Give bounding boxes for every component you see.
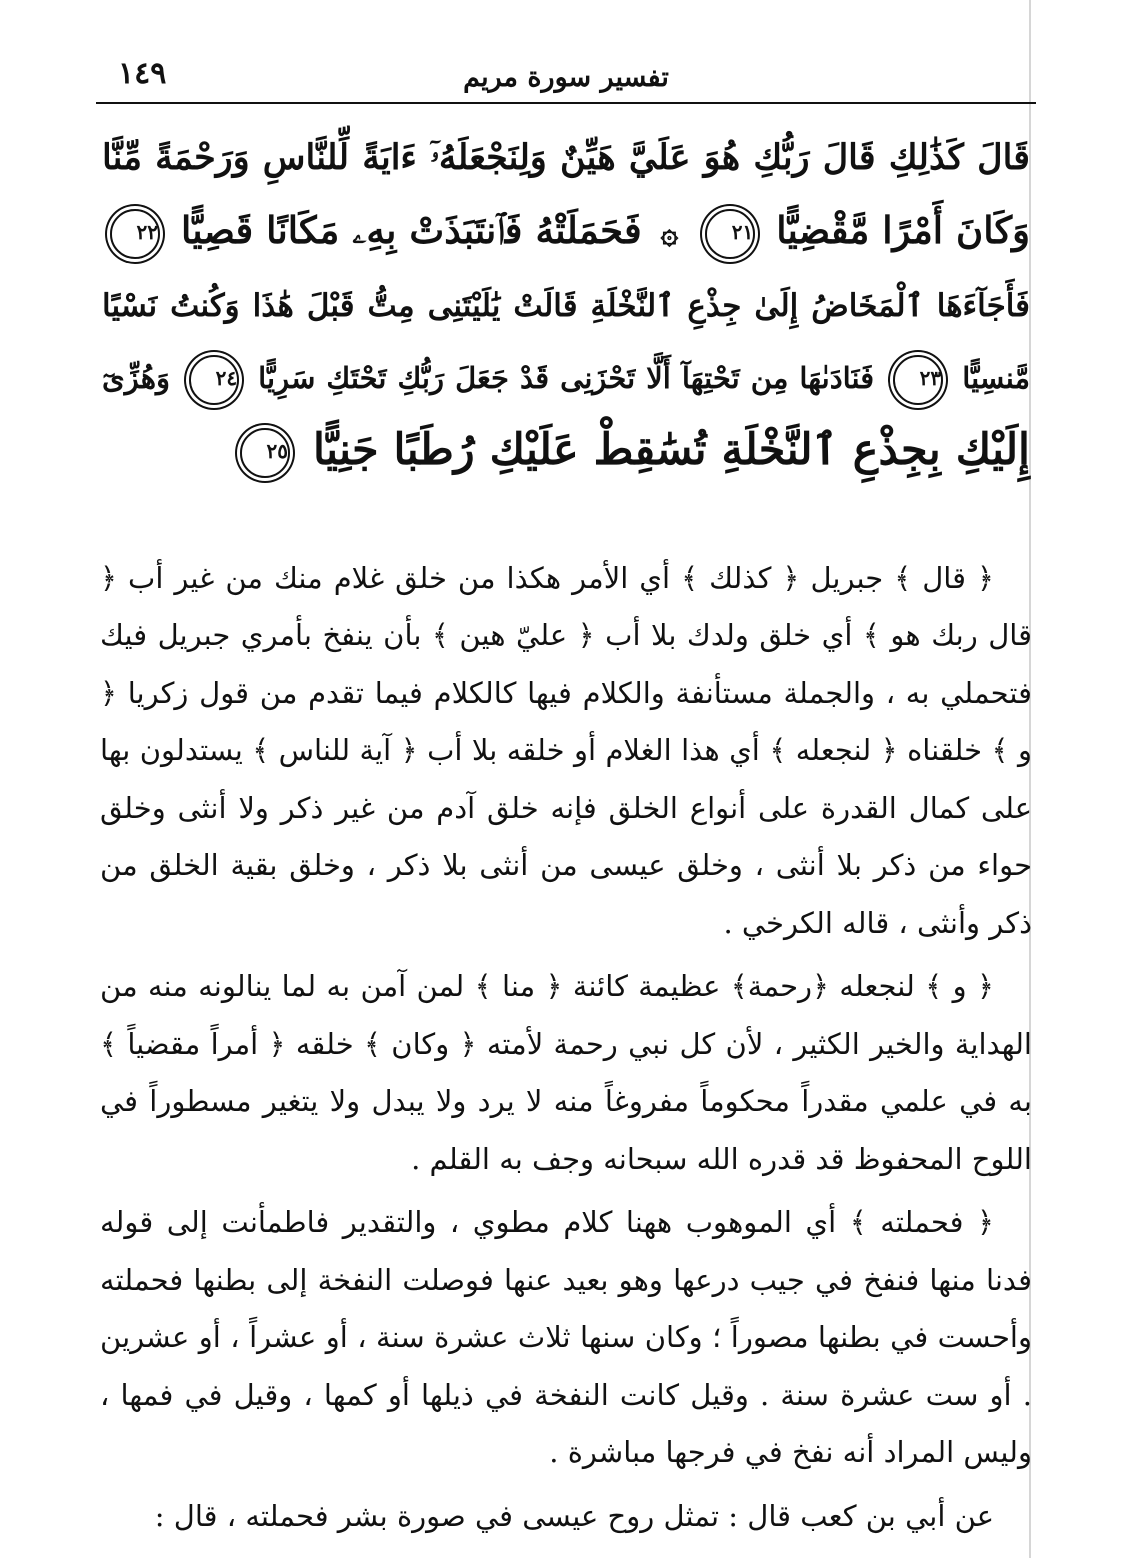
tafsir-commentary: [96, 550, 1036, 1546]
commentary-paragraph-4: عن أبي بن كعب قال : تمثل روح عيسى في صورة بشر فحملته ، قال :: [154, 1498, 994, 1533]
ayah-number-marker: ٢٥: [240, 428, 290, 478]
verse-line-1: [102, 122, 1030, 194]
verse-text: وَهُزِّىٓ: [102, 360, 170, 395]
verse-text: قَالَ كَذَٰلِكِ قَالَ رَبُّكِ هُوَ عَلَيَّ هَيِّنٌ وَلِنَجْعَلَهُۥٓ ءَايَةً لِّلنَّاسِ وَرَحْمَةً مِّنَّا: [102, 137, 1030, 178]
verse-text: إِلَيْكِ بِجِذْعِ ٱلنَّخْلَةِ تُسَٰقِطْ عَلَيْكِ رُطَبًا جَنِيًّا: [312, 424, 1030, 475]
commentary-paragraph-3: ﴿ فحملته ﴾ أي الموهوب ههنا كلام مطوي ، والتقدير فاطمأنت إلى قوله فدنا منها فنفخ في جيب درعها وهو بعيد عنها فوصلت النفخة إلى بطنها فحملته وأحست في بطنها مصوراً ؛ وكان سنها ثلاث عشرة سنة ، أو عشراً ، أو عشرين . أو ست عشرة سنة . وقيل كانت النفخة في ذيلها أو كمها ، وقيل في فمها ، وليس المراد أنه نفخ في فرجها مباشرة .: [100, 1205, 1032, 1469]
book-page: [96, 50, 1036, 1551]
ayah-number-marker: ٢١: [705, 209, 755, 259]
verse-text: فَحَمَلَتْهُ فَٱنتَبَذَتْ بِهِۦ مَكَانًا قَصِيًّا: [180, 208, 642, 252]
verse-text: فَأَجَآءَهَا ٱلْمَخَاضُ إِلَىٰ جِذْعِ ٱلنَّخْلَةِ قَالَتْ يَٰلَيْتَنِى مِتُّ قَبْلَ هَٰذَا وَكُنتُ نَسْيًا: [102, 287, 1030, 324]
ayah-number-marker: ٢٢: [110, 209, 160, 259]
ayah-number-marker: ٢٤: [189, 355, 239, 405]
hizb-star-icon: ۞: [660, 215, 679, 251]
running-title: تفسير سورة مريم: [463, 62, 669, 93]
verse-text: وَكَانَ أَمْرًا مَّقْضِيًّا: [776, 208, 1030, 252]
running-header: [96, 50, 1036, 104]
commentary-paragraph-1: ﴿ قال ﴾ جبريل ﴿ كذلك ﴾ أي الأمر هكذا من خلق غلام منك من غير أب ﴿ قال ربك هو ﴾ أي خلق ولدك بلا أب ﴿ عليّ هين ﴾ بأن ينفخ بأمري جبريل فيك فتحملي به ، والجملة مستأنفة والكلام فيها كالكلام فيما تقدم من قول زكريا ﴿ و ﴾ خلقناه ﴿ لنجعله ﴾ أي هذا الغلام أو خلقه بلا أب ﴿ آية للناس ﴾ يستدلون بها على كمال القدرة على أنواع الخلق فإنه خلق آدم من غير ذكر ولا أنثى وخلق حواء من ذكر بلا أنثى ، وخلق عيسى من أنثى بلا ذكر ، وخلق بقية الخلق من ذكر وأنثى ، قاله الكرخي .: [100, 560, 1032, 940]
verse-line-3: [102, 270, 1030, 342]
ayah-number-marker: ٢٣: [893, 355, 943, 405]
verse-line-2: [102, 194, 1030, 270]
verse-text: فَنَادَىٰهَا مِن تَحْتِهَآ أَلَّا تَحْزَنِى قَدْ جَعَلَ رَبُّكِ تَحْتَكِ سَرِيًّا: [258, 360, 875, 395]
verse-text: مَّنسِيًّا: [962, 360, 1030, 395]
verse-line-4: [102, 342, 1030, 414]
quran-verses-block: [96, 122, 1036, 486]
commentary-paragraph-2: ﴿ و ﴾ لنجعله ﴿رحمة﴾ عظيمة كائنة ﴿ منا ﴾ لمن آمن به لما ينالونه منه من الهداية والخير الكثير ، لأن كل نبي رحمة لأمته ﴿ وكان ﴾ خلقه ﴿ أمراً مقضياً ﴾ به في علمي مقدراً محكوماً مفروغاً منه لا يرد ولا يبدل ولا يتغير مسطوراً في اللوح المحفوظ قد قدره الله سبحانه وجف به القلم .: [100, 969, 1032, 1176]
verse-line-5: [102, 414, 1030, 486]
page-number: ١٤٩: [118, 56, 167, 91]
